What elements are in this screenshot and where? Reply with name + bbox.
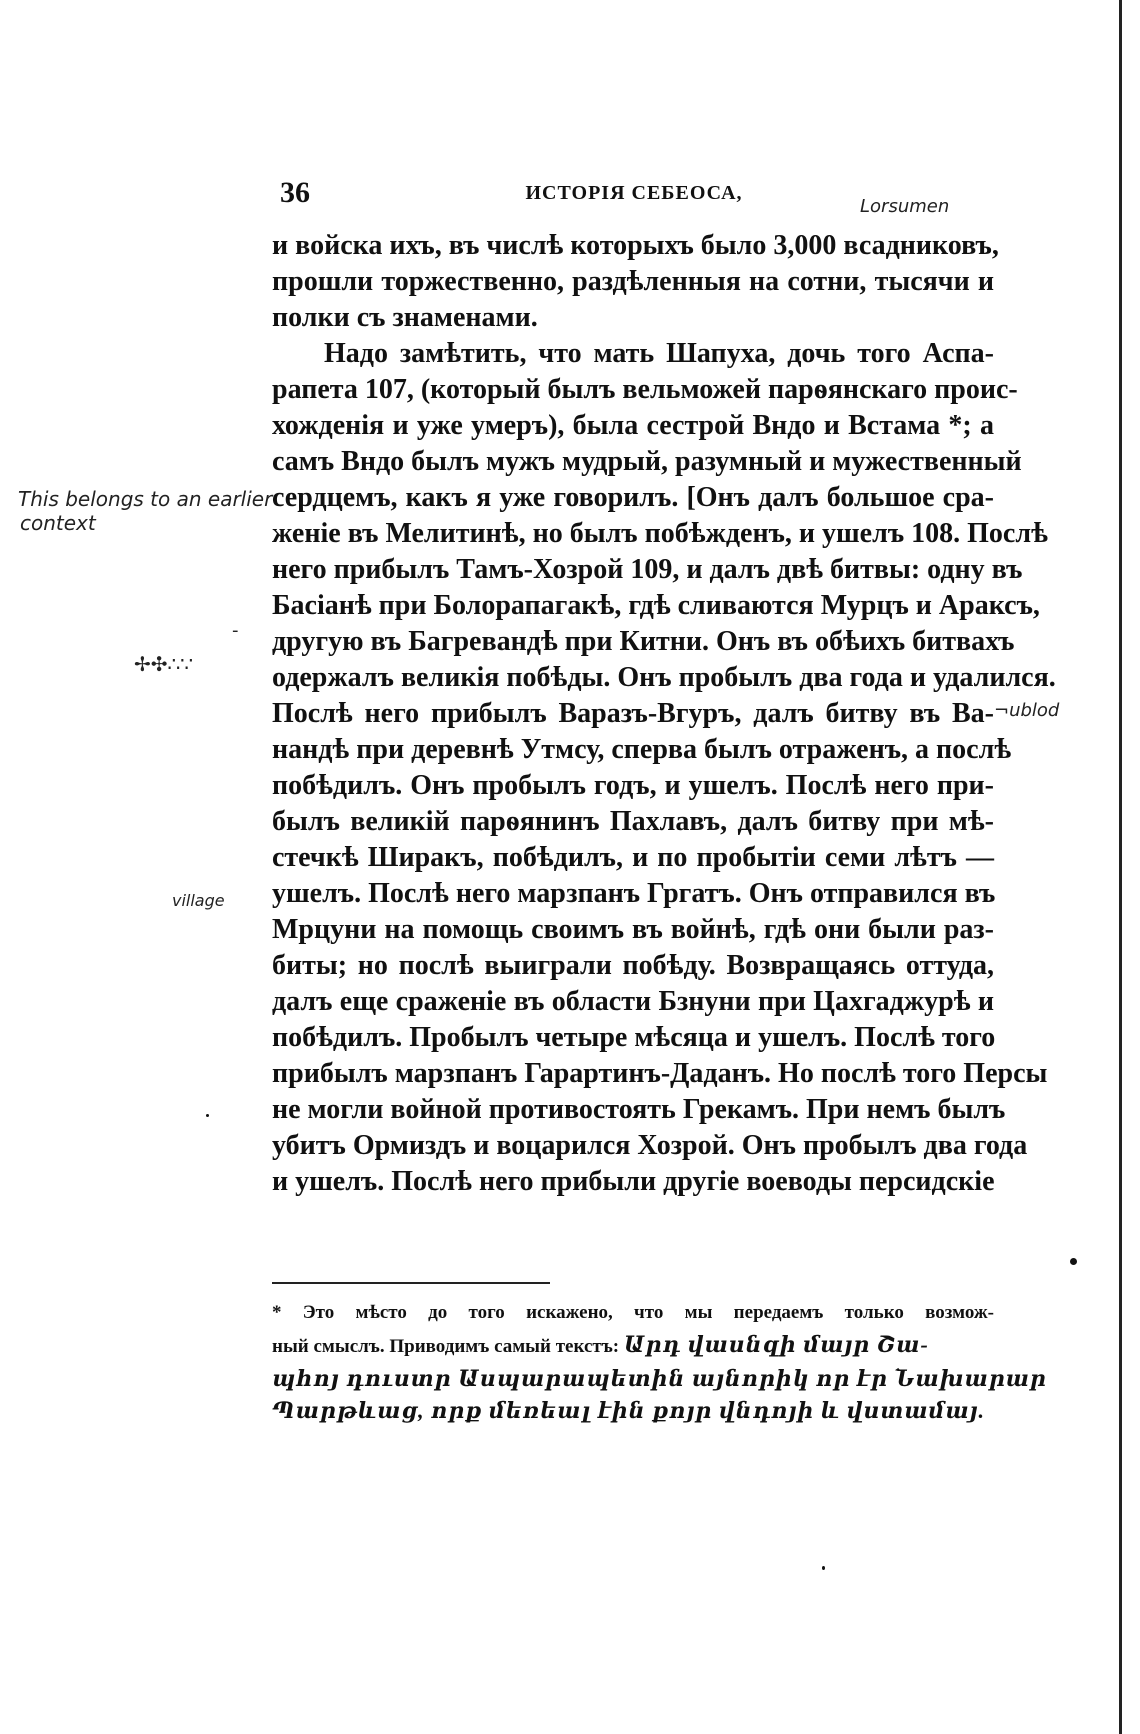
margin-note-village: village — [172, 891, 225, 910]
footnote-armenian: Պարթևաց, որք մեռեալ էին քոյր վնդոյի և վստամայ. — [272, 1398, 986, 1423]
margin-note-top-right: Lorsumen — [860, 196, 950, 217]
body-line: биты; но послѣ выиграли побѣду. Возвращаясь оттуда, — [272, 950, 994, 981]
body-line: не могли войной противостоять Грекамъ. При немъ былъ — [272, 1094, 1006, 1125]
body-line: нандѣ при деревнѣ Утмсу, сперва былъ отраженъ, а послѣ — [272, 734, 1012, 765]
body-line: ушелъ. Послѣ него марзпанъ Гргатъ. Онъ отправился въ — [272, 878, 996, 909]
body-line: Послѣ него прибылъ Варазъ-Вгуръ, далъ битву въ Ва- — [272, 698, 994, 729]
footnote — [272, 1297, 1047, 1427]
ink-spot — [206, 1114, 209, 1117]
body-line: женіе въ Мелитинѣ, но былъ побѣжденъ, и ушелъ 108. Послѣ — [272, 518, 1048, 549]
margin-note-context: context — [20, 511, 96, 535]
footnote-armenian: Արդ վասնզի մայր Շա- — [623, 1332, 929, 1357]
body-line: одержалъ великія побѣды. Онъ пробылъ два года и удалился. — [272, 662, 1056, 693]
body-line: побѣдилъ. Пробылъ четыре мѣсяца и ушелъ. Послѣ того — [272, 1022, 996, 1053]
body-line: прошли торжественно, раздѣленныя на сотни, тысячи и — [272, 266, 994, 297]
page-binding-edge — [1119, 0, 1122, 1734]
body-line: Надо замѣтить, что мать Шапуха, дочь того Аспа- — [324, 338, 994, 369]
footnote-line: * Это мѣсто до того искажено, что мы передаемъ только возмож- — [272, 1302, 994, 1323]
body-line: рапета 107, (который былъ вельможей парѳянскаго проис- — [272, 374, 1018, 405]
body-line: самъ Вндо былъ мужъ мудрый, разумный и мужественный — [272, 446, 1022, 477]
body-line: убитъ Ормиздъ и воцарился Хозрой. Онъ пробылъ два года — [272, 1130, 1028, 1161]
running-head-title: ИСТОРІЯ СЕБЕОСА, — [525, 182, 743, 204]
ink-spot — [822, 1566, 825, 1570]
body-line: прибылъ марзпанъ Гарартинъ-Даданъ. Но послѣ того Персы — [272, 1058, 1048, 1089]
margin-note-earlier-context: This belongs to an earlier — [18, 487, 273, 511]
body-line: него прибылъ Тамъ-Хозрой 109, и далъ двѣ битвы: одну въ — [272, 554, 1023, 585]
footnote-armenian: պհոյ դուստր Ասպարապետին այնորիկ որ էր Նախարար — [272, 1366, 1047, 1391]
margin-note-right: ¬ublod — [994, 700, 1060, 721]
body-line: Мрцуни на помощь своимъ въ войнѣ, гдѣ они были раз- — [272, 914, 994, 945]
footnote-rule — [272, 1282, 550, 1284]
body-line: другую въ Багревандѣ при Китни. Онъ въ обѣихъ битвахъ — [272, 626, 1015, 657]
margin-dash-mark: - — [232, 620, 239, 641]
footnote-line: ный смыслъ. Приводимъ самый текстъ: — [272, 1336, 620, 1357]
page-number: 36 — [280, 176, 310, 209]
body-line: полки съ знаменами. — [272, 302, 538, 333]
margin-scribble: ✢✣∴∵ — [134, 652, 193, 676]
body-line: побѣдилъ. Онъ пробылъ годъ, и ушелъ. Послѣ него при- — [272, 770, 994, 801]
body-line: далъ еще сраженіе въ области Бзнуни при Цахгаджурѣ и — [272, 986, 994, 1017]
body-line: стечкѣ Ширакъ, побѣдилъ, и по пробытіи семи лѣтъ — — [272, 842, 994, 873]
body-line: и войска ихъ, въ числѣ которыхъ было 3,000 всадниковъ, — [272, 230, 999, 261]
body-line: былъ великій парѳянинъ Пахлавъ, далъ битву при мѣ- — [272, 806, 994, 837]
body-line: хожденія и уже умеръ), была сестрой Вндо и Встама *; а — [272, 410, 994, 441]
body-line: Басіанѣ при Болорапагакѣ, гдѣ сливаются Мурцъ и Араксъ, — [272, 590, 1040, 621]
body-line: и ушелъ. Послѣ него прибыли другіе воеводы персидскіе — [272, 1166, 995, 1197]
body-line: сердцемъ, какъ я уже говорилъ. [Онъ далъ большое сра- — [272, 482, 994, 513]
ink-spot — [1070, 1258, 1077, 1265]
